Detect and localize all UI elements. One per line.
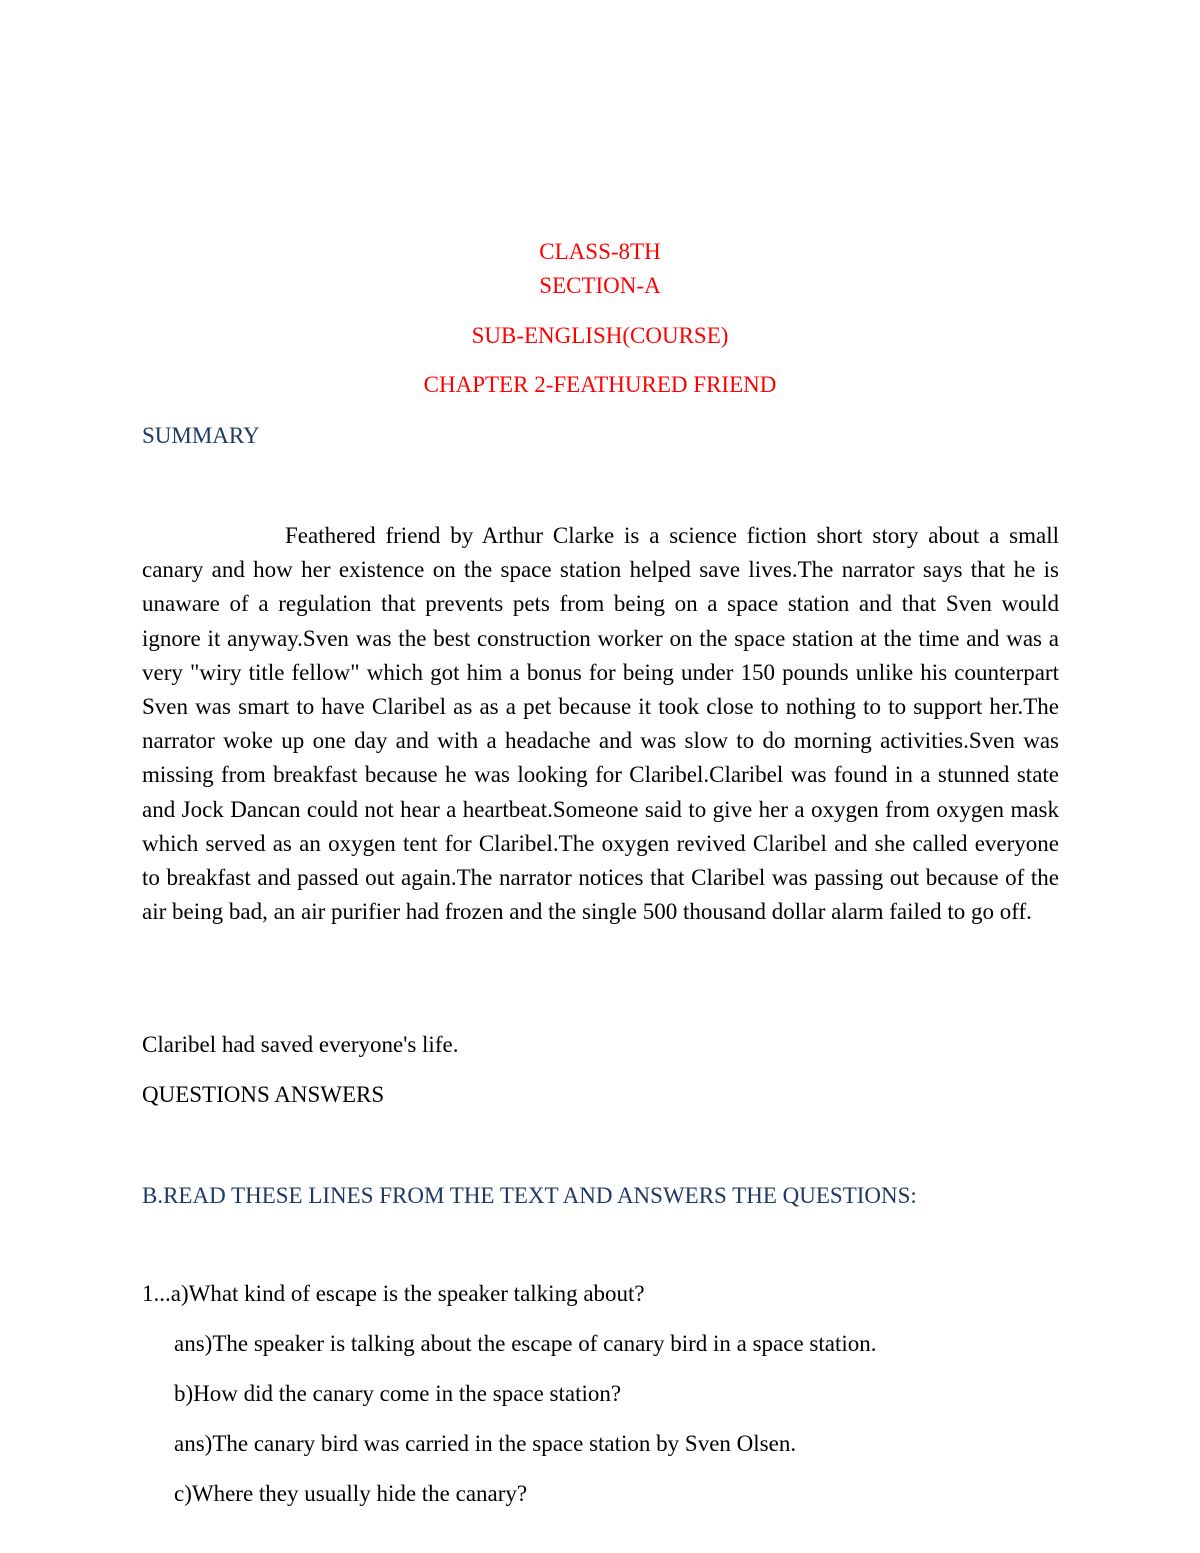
summary-paragraph [142, 519, 1059, 929]
question-1c: c)Where they usually hide the canary? [174, 1481, 528, 1506]
answer-1b: ans)The canary bird was carried in the space station by Sven Olsen. [174, 1431, 797, 1456]
class-heading: CLASS-8TH [539, 239, 661, 264]
summary-heading: SUMMARY [142, 423, 260, 448]
question-1b: b)How did the canary come in the space station? [174, 1381, 622, 1406]
section-heading: SECTION-A [539, 273, 661, 298]
subject-heading: SUB-ENGLISH(COURSE) [471, 323, 729, 348]
chapter-heading: CHAPTER 2-FEATHURED FRIEND [423, 372, 777, 397]
summary-text: Feathered friend by Arthur Clarke is a science fiction short story about a small canary and how her existence on the space station helped save lives.The narrator says that he is unaware of a regulation that prevents pets from being on a space station and that Sven would ignore it anyway.Sven was the best construction worker on the space station at the time and was a very "wiry title fellow" which got him a bonus for being under 150 pounds unlike his counterpart Sven was smart to have Claribel as as a pet because it took close to nothing to to support her.The narrator woke up one day and with a headache and was slow to do morning activities.Sven was missing from breakfast because he was looking for Claribel.Claribel was found in a stunned state and Jock Dancan could not hear a heartbeat.Someone said to give her a oxygen from oxygen mask which served as an oxygen tent for Claribel.The oxygen revived Claribel and she called everyone to breakfast and passed out again.The narrator notices that Claribel was passing out because of the air being bad, an air purifier had frozen and the single 500 thousand dollar alarm failed to go off. [142, 523, 1059, 925]
summary-closing: Claribel had saved everyone's life. [142, 1032, 459, 1057]
question-1a: 1...a)What kind of escape is the speaker talking about? [142, 1281, 645, 1306]
questions-heading: QUESTIONS ANSWERS [142, 1082, 385, 1107]
answer-1a: ans)The speaker is talking about the escape of canary bird in a space station. [174, 1331, 877, 1356]
section-b-heading: B.READ THESE LINES FROM THE TEXT AND ANSWERS THE QUESTIONS: [142, 1183, 917, 1208]
